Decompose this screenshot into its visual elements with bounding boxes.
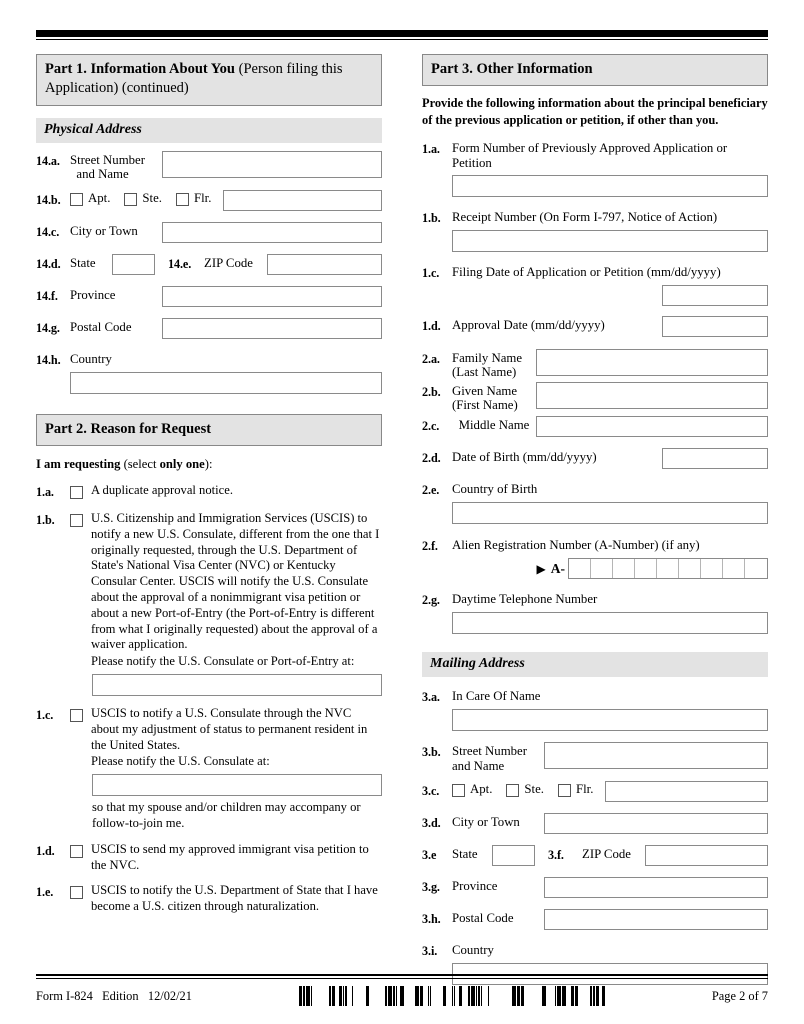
- statement-row-1e: [36, 883, 382, 915]
- field-row-3a: [422, 687, 768, 705]
- field-number-p3-2c: 2.c.: [422, 419, 440, 434]
- field-label-14g: Postal Code: [70, 319, 132, 334]
- statement-number-1c: 1.c.: [36, 707, 54, 722]
- input-3b-street-number-and-name[interactable]: [544, 742, 768, 769]
- statement-body-1e: [91, 883, 382, 915]
- statement-body-1c: [91, 706, 382, 770]
- statement-number-1d: 1.d.: [36, 843, 55, 858]
- field-label-14f: Province: [70, 287, 116, 302]
- checkbox-icon-apt[interactable]: [70, 193, 83, 206]
- field-label-3a: In Care Of Name: [452, 689, 541, 704]
- field-label-14a: Street Number and Name: [70, 152, 145, 181]
- field-number-3h: 3.h.: [422, 911, 441, 926]
- a-number-cell[interactable]: [657, 559, 679, 578]
- statement-row-1a: [36, 483, 382, 500]
- field-label-14h: Country: [70, 351, 112, 366]
- statement-text2-1b: Please notify the U.S. Consulate or Port-of-Entry at:: [91, 654, 355, 669]
- statement-body-1b: [91, 511, 382, 670]
- field-number-3e: 3.e: [422, 847, 437, 862]
- field-row-3b: [422, 742, 768, 772]
- left-column: [36, 54, 382, 915]
- input-p3-2g-daytime-telephone[interactable]: [452, 612, 768, 634]
- statement-text3-1c: so that my spouse and/or children may accompany or follow-to-join me.: [92, 800, 361, 830]
- checkbox-icon-1d[interactable]: [70, 845, 83, 858]
- part3-header: [422, 54, 768, 86]
- checkbox-icon-1b[interactable]: [70, 514, 83, 527]
- page-footer: [36, 974, 768, 1006]
- part2-lead-bold: I am requesting: [36, 456, 121, 471]
- input-3e-state[interactable]: [492, 845, 535, 866]
- input-14f-province[interactable]: [162, 286, 382, 307]
- page-top-rule-thin: [36, 39, 768, 40]
- field-row-p3-1d: [422, 316, 768, 337]
- field-number-3b: 3.b.: [422, 745, 441, 760]
- statement-row-1c: [36, 706, 382, 770]
- field-number-14a: 14.a.: [36, 153, 60, 168]
- statement-row-1b: [36, 511, 382, 670]
- input-p3-2b-given-name[interactable]: [536, 382, 768, 409]
- checkbox-label-apt: Apt.: [470, 781, 493, 796]
- checkbox-3c-apt[interactable]: [452, 781, 492, 797]
- part3-header-bold: Part 3. Other Information: [431, 61, 593, 77]
- a-number-input-row: [422, 558, 768, 579]
- statement-text-1e: USCIS to notify the U.S. Department of State that I have become a U.S. citizen through naturalization.: [91, 883, 378, 914]
- part2-lead-regular-2: ):: [204, 456, 213, 471]
- part2-header: [36, 414, 382, 446]
- field-number-14b: 14.b.: [36, 192, 61, 207]
- input-1b-consulate-or-port-of-entry[interactable]: [92, 674, 382, 696]
- statement-text-1b: U.S. Citizenship and Immigration Services (USCIS) to notify a new U.S. Consulate, different from the one that I originally requested, through the U.S. Department of State's National Visa Center (NVC) or Kentucky Consular Center. USCIS will notify the U.S. Consulate about the approval of a nonimmigrant visa petition or about a new Port-of-Entry (the Port-of-Entry is different from what I originally requested) about the approval of a waiver application.: [91, 510, 380, 652]
- field-label-p3-1d: Approval Date (mm/dd/yyyy): [452, 318, 605, 333]
- a-number-cell[interactable]: [613, 559, 635, 578]
- checkbox-label-ste: Ste.: [142, 190, 162, 205]
- part1-header-bold: Part 1. Information About You: [45, 61, 235, 77]
- field-label-p3-1c: Filing Date of Application or Petition (mm/dd/yyyy): [452, 265, 721, 280]
- input-1c-consulate[interactable]: [92, 774, 382, 796]
- field-label-14e: ZIP Code: [204, 255, 253, 270]
- input-p3-1b-receipt-number[interactable]: [452, 230, 768, 252]
- checkbox-icon-flr[interactable]: [176, 193, 189, 206]
- input-p3-1a-form-number[interactable]: [452, 175, 768, 197]
- a-number-cell[interactable]: [745, 559, 767, 578]
- a-number-cell[interactable]: [701, 559, 723, 578]
- field-label-14c: City or Town: [70, 223, 138, 238]
- field-row-3e-3f: [422, 845, 768, 866]
- field-row-p3-2d: [422, 448, 768, 469]
- field-row-p3-1a: [422, 139, 768, 171]
- field-row-p3-1c: [422, 263, 768, 281]
- input-3d-city-or-town[interactable]: [544, 813, 768, 834]
- barcode: [291, 986, 613, 1006]
- field-number-p3-2e: 2.e.: [422, 483, 440, 498]
- field-number-14h: 14.h.: [36, 352, 61, 367]
- field-label-3i: Country: [452, 942, 494, 957]
- a-number-cell[interactable]: [591, 559, 613, 578]
- field-row-p3-1b: [422, 208, 768, 226]
- field-number-p3-2b: 2.b.: [422, 385, 441, 400]
- page-top-rule-thick: [36, 30, 768, 37]
- physical-address-section-title: Physical Address: [36, 118, 382, 143]
- field-label-p3-2g: Daytime Telephone Number: [452, 592, 598, 607]
- field-label-3h: Postal Code: [452, 910, 514, 925]
- field-number-14g: 14.g.: [36, 320, 60, 335]
- statement-number-1a: 1.a.: [36, 484, 54, 499]
- field-row-14c: [36, 222, 382, 243]
- part1-header-regular: (Person filing this Application) (continued): [45, 61, 343, 97]
- part1-header: [36, 54, 382, 106]
- field-number-3g: 3.g.: [422, 879, 440, 894]
- field-label-p3-1a: Form Number of Previously Approved Application or Petition: [452, 141, 728, 171]
- field-row-3d: [422, 813, 768, 834]
- field-number-3f: 3.f.: [548, 847, 564, 862]
- field-number-p3-2a: 2.a.: [422, 352, 440, 367]
- field-number-p3-1d: 1.d.: [422, 319, 441, 334]
- checkbox-icon-1a[interactable]: [70, 486, 83, 499]
- field-label-p3-2d: Date of Birth (mm/dd/yyyy): [452, 450, 597, 465]
- field-row-3i: [422, 941, 768, 959]
- a-number-cell[interactable]: [723, 559, 745, 578]
- field-number-14e: 14.e.: [168, 256, 192, 271]
- part2-lead-bold-2: only one: [159, 456, 205, 471]
- statement-text-1d: USCIS to send my approved immigrant visa petition to the NVC.: [91, 841, 369, 872]
- checkbox-label-ste: Ste.: [524, 781, 544, 796]
- input-p3-2a-family-name[interactable]: [536, 349, 768, 376]
- field-row-14g: [36, 318, 382, 339]
- right-column: [422, 54, 768, 985]
- field-row-p3-2f: [422, 536, 768, 554]
- input-3h-postal-code[interactable]: [544, 909, 768, 930]
- input-14c-city-or-town[interactable]: [162, 222, 382, 243]
- field-row-3h: [422, 909, 768, 930]
- field-row-p3-2e: [422, 480, 768, 498]
- a-number-cell[interactable]: [635, 559, 657, 578]
- checkbox-icon-1e[interactable]: [70, 886, 83, 899]
- checkbox-14b-apt[interactable]: [70, 190, 110, 206]
- footer-page-number: Page 2 of 7: [711, 988, 768, 1003]
- input-p3-2e-country-of-birth[interactable]: [452, 502, 768, 524]
- checkbox-icon-apt[interactable]: [452, 784, 465, 797]
- footer-edition-label: Edition: [102, 988, 139, 1003]
- a-number-cell[interactable]: [569, 559, 591, 578]
- input-14d-state[interactable]: [112, 254, 155, 275]
- input-3c-apt-ste-flr-number[interactable]: [605, 781, 768, 802]
- input-14g-postal-code[interactable]: [162, 318, 382, 339]
- input-14e-zip-code[interactable]: [267, 254, 382, 275]
- statement-number-1b: 1.b.: [36, 512, 55, 527]
- input-3g-province[interactable]: [544, 877, 768, 898]
- checkbox-14b-ste[interactable]: [124, 190, 162, 206]
- statement-text2-1c: Please notify the U.S. Consulate at:: [91, 754, 270, 769]
- field-number-14c: 14.c.: [36, 224, 60, 239]
- field-number-14f: 14.f.: [36, 288, 58, 303]
- checkbox-icon-1c[interactable]: [70, 709, 83, 722]
- field-label-3d: City or Town: [452, 814, 520, 829]
- field-number-p3-1b: 1.b.: [422, 211, 441, 226]
- footer-content: [36, 986, 768, 1006]
- checkbox-icon-flr[interactable]: [558, 784, 571, 797]
- field-row-p3-2g: [422, 590, 768, 608]
- statement-row-1d: [36, 842, 382, 874]
- field-row-3c: [422, 781, 768, 802]
- field-label-3g: Province: [452, 878, 498, 893]
- checkbox-14b-flr[interactable]: [176, 190, 211, 206]
- statement-body-1a: [91, 483, 382, 499]
- statement-text-1a: A duplicate approval notice.: [91, 482, 233, 497]
- field-number-p3-1a: 1.a.: [422, 142, 440, 157]
- field-number-p3-2f: 2.f.: [422, 539, 438, 554]
- mailing-address-section-title: Mailing Address: [422, 652, 768, 677]
- field-number-p3-2d: 2.d.: [422, 451, 441, 466]
- input-p3-1d-approval-date[interactable]: [662, 316, 768, 337]
- field-label-p3-2c: Middle Name: [458, 418, 530, 433]
- footer-form-number: Form I-824: [36, 988, 93, 1003]
- field-label-p3-2f: Alien Registration Number (A-Number) (if any): [452, 538, 700, 553]
- input-row-p3-1c: [422, 285, 768, 306]
- statement-body-1d: [91, 842, 382, 874]
- part2-lead: [36, 457, 382, 472]
- field-row-p3-2a: [422, 349, 768, 379]
- input-14a-street-number-and-name[interactable]: [162, 151, 382, 178]
- checkbox-3c-flr[interactable]: [558, 781, 593, 797]
- field-label-3b: Street Number and Name: [452, 744, 527, 773]
- input-3a-in-care-of-name[interactable]: [452, 709, 768, 731]
- field-label-p3-2e: Country of Birth: [452, 482, 538, 497]
- field-row-3g: [422, 877, 768, 898]
- checkbox-label-apt: Apt.: [88, 190, 111, 205]
- field-number-3a: 3.a.: [422, 690, 440, 705]
- field-label-p3-2b: Given Name (First Name): [452, 384, 518, 413]
- input-14h-country[interactable]: [70, 372, 382, 394]
- field-row-14a: [36, 151, 382, 181]
- footer-edition-date: 12/02/21: [147, 988, 192, 1003]
- field-row-14h: [36, 350, 382, 368]
- input-3f-zip-code[interactable]: [645, 845, 768, 866]
- page-columns: [36, 54, 768, 985]
- field-number-p3-1c: 1.c.: [422, 266, 440, 281]
- checkbox-label-flr: Flr.: [575, 781, 594, 796]
- field-number-3i: 3.i.: [422, 943, 438, 958]
- input-p3-2d-date-of-birth[interactable]: [662, 448, 768, 469]
- input-p3-2f-alien-registration-number[interactable]: [568, 558, 768, 579]
- field-number-p3-2g: 2.g.: [422, 593, 440, 608]
- input-p3-2c-middle-name[interactable]: [536, 416, 768, 437]
- checkbox-icon-ste[interactable]: [124, 193, 137, 206]
- field-row-14f: [36, 286, 382, 307]
- part2-lead-regular-1: (select: [120, 456, 160, 471]
- field-row-14d-14e: [36, 254, 382, 275]
- statement-number-1e: 1.e.: [36, 885, 54, 900]
- a-number-cell[interactable]: [679, 559, 701, 578]
- checkbox-icon-ste[interactable]: [506, 784, 519, 797]
- part2-header-bold: Part 2. Reason for Request: [45, 420, 212, 437]
- field-number-14d: 14.d.: [36, 256, 61, 271]
- part3-intro-text: Provide the following information about the principal beneficiary of the previous application or petition, if other than you.: [422, 96, 768, 127]
- right-arrow-icon: ▶: [536, 561, 546, 576]
- field-row-14b: [36, 190, 382, 211]
- checkbox-3c-ste[interactable]: [506, 781, 544, 797]
- statement-text-1c: USCIS to notify a U.S. Consulate through the NVC about my adjustment of status to permanent resident in the United States.: [91, 705, 368, 752]
- a-number-prefix-label: A-: [550, 560, 565, 576]
- field-row-p3-2c: [422, 416, 768, 437]
- field-label-3e: State: [452, 846, 478, 861]
- field-number-3d: 3.d.: [422, 815, 441, 830]
- footer-form-info: [36, 989, 192, 1004]
- field-label-14d: State: [70, 255, 96, 270]
- field-row-p3-2b: [422, 382, 768, 412]
- checkbox-label-flr: Flr.: [193, 190, 212, 205]
- field-label-3f: ZIP Code: [582, 846, 631, 861]
- input-14b-apt-ste-flr-number[interactable]: [223, 190, 382, 211]
- field-label-p3-1b: Receipt Number (On Form I-797, Notice of Action): [452, 210, 718, 225]
- field-number-3c: 3.c.: [422, 783, 440, 798]
- field-label-p3-2a: Family Name (Last Name): [452, 351, 523, 380]
- input-p3-1c-filing-date[interactable]: [662, 285, 768, 306]
- footer-rule-thick: [36, 974, 768, 976]
- footer-rule-thin: [36, 978, 768, 979]
